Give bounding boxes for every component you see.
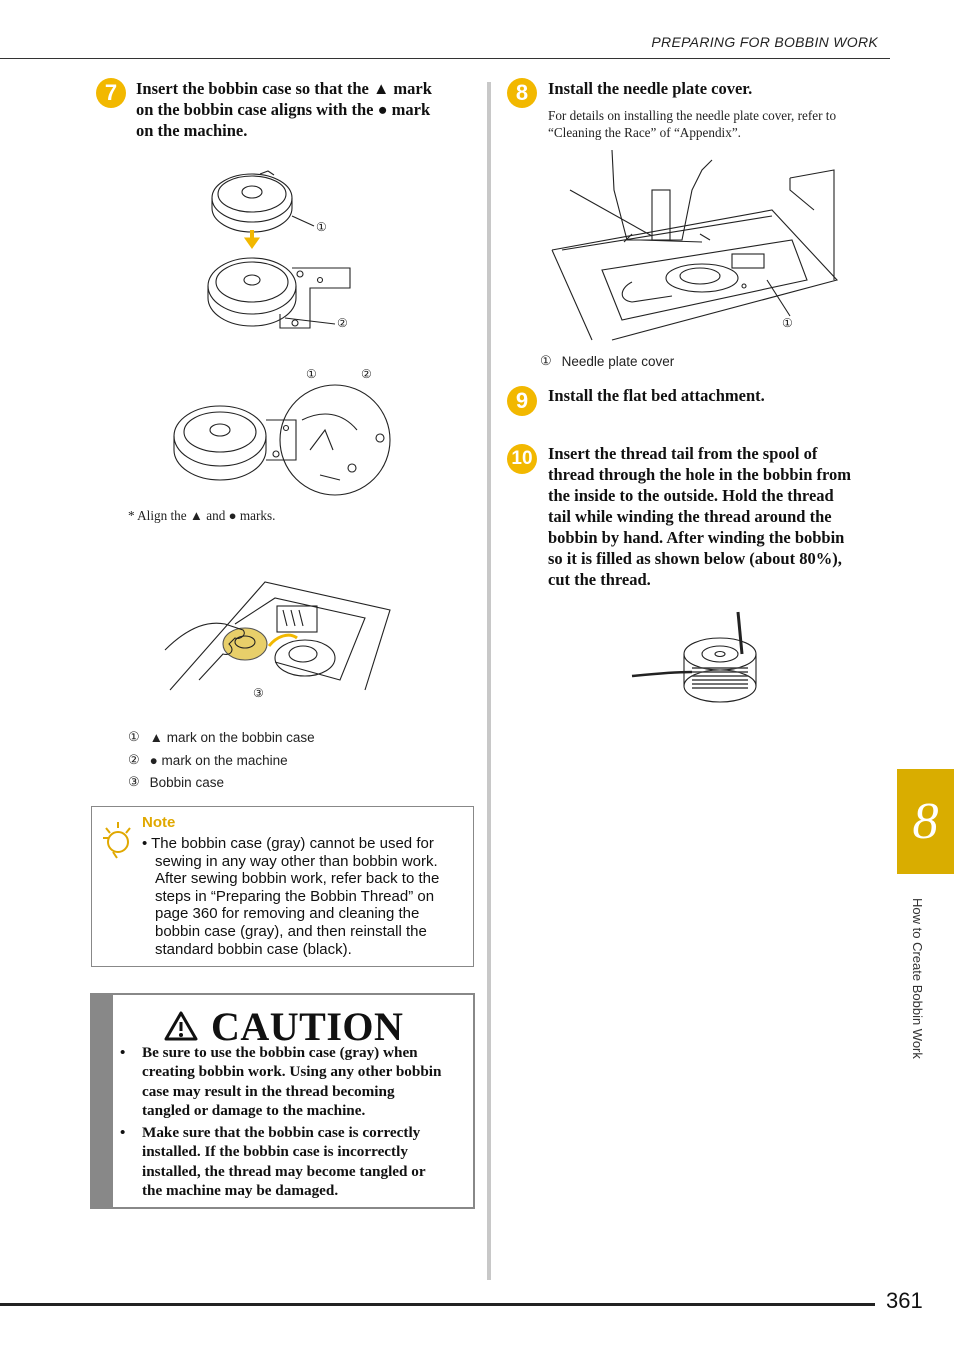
step-8-heading: Install the needle plate cover. bbox=[548, 79, 753, 98]
hand-insert-illustration bbox=[165, 580, 395, 700]
marks-alignment-illustration bbox=[170, 380, 395, 500]
align-marks-note: * Align the ▲ and ● marks. bbox=[128, 508, 276, 523]
legend-needle-plate-cover: ① Needle plate cover bbox=[540, 353, 675, 369]
needle-plate-cover-illustration bbox=[552, 150, 837, 340]
legend-3: ③ Bobbin case bbox=[128, 774, 224, 790]
legend-2: ② ● mark on the machine bbox=[128, 752, 288, 768]
step-10-badge: 10 bbox=[507, 444, 537, 474]
note-text: • The bobbin case (gray) cannot be used for sewing in any way other than bobbin work. After sewing bobbin work, refer back to the steps in “Preparing the Bobbin Thread” on page 360 for removing and cleaning the bobbin case (gray), and then reinstall the standard bobbin case (black). bbox=[142, 835, 440, 958]
running-header: PREPARING FOR BOBBIN WORK bbox=[651, 34, 878, 50]
step-8-detail: For details on installing the needle plate cover, refer to “Cleaning the Race” of “Appendix”. bbox=[548, 108, 837, 140]
caution-strip bbox=[90, 993, 113, 1209]
warning-triangle-icon bbox=[164, 1011, 198, 1041]
footer-rule bbox=[0, 1303, 875, 1306]
callout-2-top: ② bbox=[337, 316, 348, 330]
chapter-tab: 8 bbox=[897, 769, 954, 874]
header-rule bbox=[0, 58, 890, 59]
legend-1: ① ▲ mark on the bobbin case bbox=[128, 729, 315, 745]
callout-needle-plate-cover: ① bbox=[782, 316, 793, 330]
step-8-badge: 8 bbox=[507, 78, 537, 108]
column-divider bbox=[487, 82, 491, 1280]
caution-title: CAUTION bbox=[211, 1004, 404, 1049]
bobbin-case-insert-illustration bbox=[200, 168, 360, 338]
step-9-heading: Install the flat bed attachment. bbox=[548, 386, 765, 405]
wound-bobbin-illustration bbox=[632, 610, 762, 705]
chapter-side-label: How to Create Bobbin Work bbox=[910, 898, 925, 1059]
callout-3: ③ bbox=[253, 686, 264, 700]
callout-1-top: ① bbox=[316, 220, 327, 234]
step-10-heading: Insert the thread tail from the spool of thread through the hole in the bobbin from the inside to the outside. Hold the thread tail while winding the thread around the bobbin by hand. After winding the bobbin so it is filled as shown below (about 80%), cut the thread. bbox=[548, 444, 852, 589]
step-7-badge: 7 bbox=[96, 78, 126, 108]
caution-item-1: • Be sure to use the bobbin case (gray) when creating bobbin work. Using any other bobbin case may result in the thread becoming tangled or damage to the machine. bbox=[120, 1044, 442, 1120]
caution-item-2: • Make sure that the bobbin case is correctly installed. If the bobbin case is incorrectly installed, the thread may become tangled or the machine may be damaged. bbox=[120, 1124, 426, 1200]
step-9-badge: 9 bbox=[507, 386, 537, 416]
note-label: Note bbox=[142, 814, 176, 831]
page-number: 361 bbox=[886, 1288, 923, 1313]
callout-1-zoom: ① bbox=[306, 367, 317, 381]
lightbulb-icon bbox=[103, 820, 133, 860]
step-7-heading: Insert the bobbin case so that the ▲ mark on the bobbin case aligns with the ● mark on the machine. bbox=[136, 79, 432, 140]
callout-2-zoom: ② bbox=[361, 367, 372, 381]
